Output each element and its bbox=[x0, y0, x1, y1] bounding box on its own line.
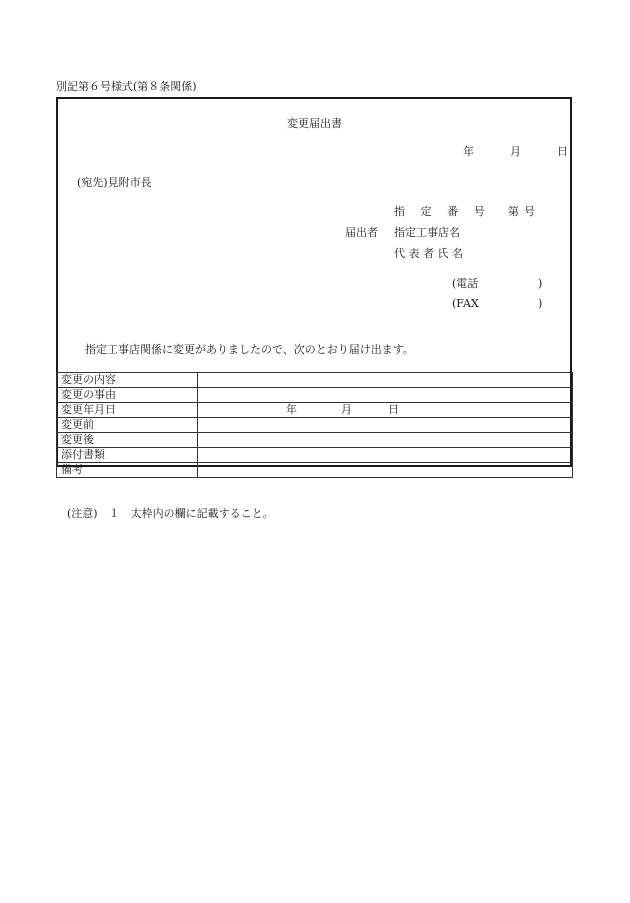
tel-close: ) bbox=[538, 277, 543, 290]
table-row bbox=[57, 388, 573, 403]
row-label: 添付書類 bbox=[57, 448, 198, 463]
table-row bbox=[57, 403, 573, 418]
form-reference: 別記第６号様式(第８条関係) bbox=[56, 80, 197, 93]
row-value[interactable] bbox=[198, 373, 573, 388]
statement-text: 指定工事店関係に変更がありましたので、次のとおり届け出ます。 bbox=[85, 343, 414, 356]
table-row bbox=[57, 463, 573, 478]
representative-label: 代 表 者 氏 名 bbox=[394, 247, 463, 260]
document-title: 変更届出書 bbox=[287, 117, 342, 130]
row-value[interactable] bbox=[198, 463, 573, 478]
footer-note: (注意) １ 太枠内の欄に記載すること。 bbox=[67, 507, 274, 520]
tel-label: (電話 bbox=[452, 277, 479, 290]
row-value[interactable] bbox=[198, 388, 573, 403]
row-label: 変更の事由 bbox=[57, 388, 198, 403]
change-date-value[interactable] bbox=[198, 403, 573, 418]
designation-number-label: 指 定 番 号 第 bbox=[394, 205, 525, 218]
table-row bbox=[57, 418, 573, 433]
row-value[interactable] bbox=[198, 448, 573, 463]
store-name-label: 指定工事店名 bbox=[394, 226, 460, 239]
change-date-month: 月 bbox=[341, 403, 352, 416]
table-row bbox=[57, 373, 573, 388]
change-date-day: 日 bbox=[388, 403, 399, 416]
date-month: 月 bbox=[510, 145, 521, 158]
change-date-year: 年 bbox=[286, 403, 297, 416]
row-label: 変更の内容 bbox=[57, 373, 198, 388]
addressee: (宛先)見附市長 bbox=[77, 176, 152, 189]
row-label: 備考 bbox=[57, 463, 198, 478]
fax-label: (FAX bbox=[452, 297, 479, 310]
designation-number-suffix: 号 bbox=[524, 205, 535, 218]
row-label: 変更年月日 bbox=[57, 403, 198, 418]
notifier-label: 届出者 bbox=[345, 226, 378, 239]
change-details-table bbox=[56, 372, 573, 478]
row-label: 変更後 bbox=[57, 433, 198, 448]
date-year: 年 bbox=[463, 145, 474, 158]
row-value[interactable] bbox=[198, 418, 573, 433]
table-row bbox=[57, 433, 573, 448]
row-label: 変更前 bbox=[57, 418, 198, 433]
fax-close: ) bbox=[538, 297, 543, 310]
table-row bbox=[57, 448, 573, 463]
row-value[interactable] bbox=[198, 433, 573, 448]
date-day: 日 bbox=[557, 145, 568, 158]
